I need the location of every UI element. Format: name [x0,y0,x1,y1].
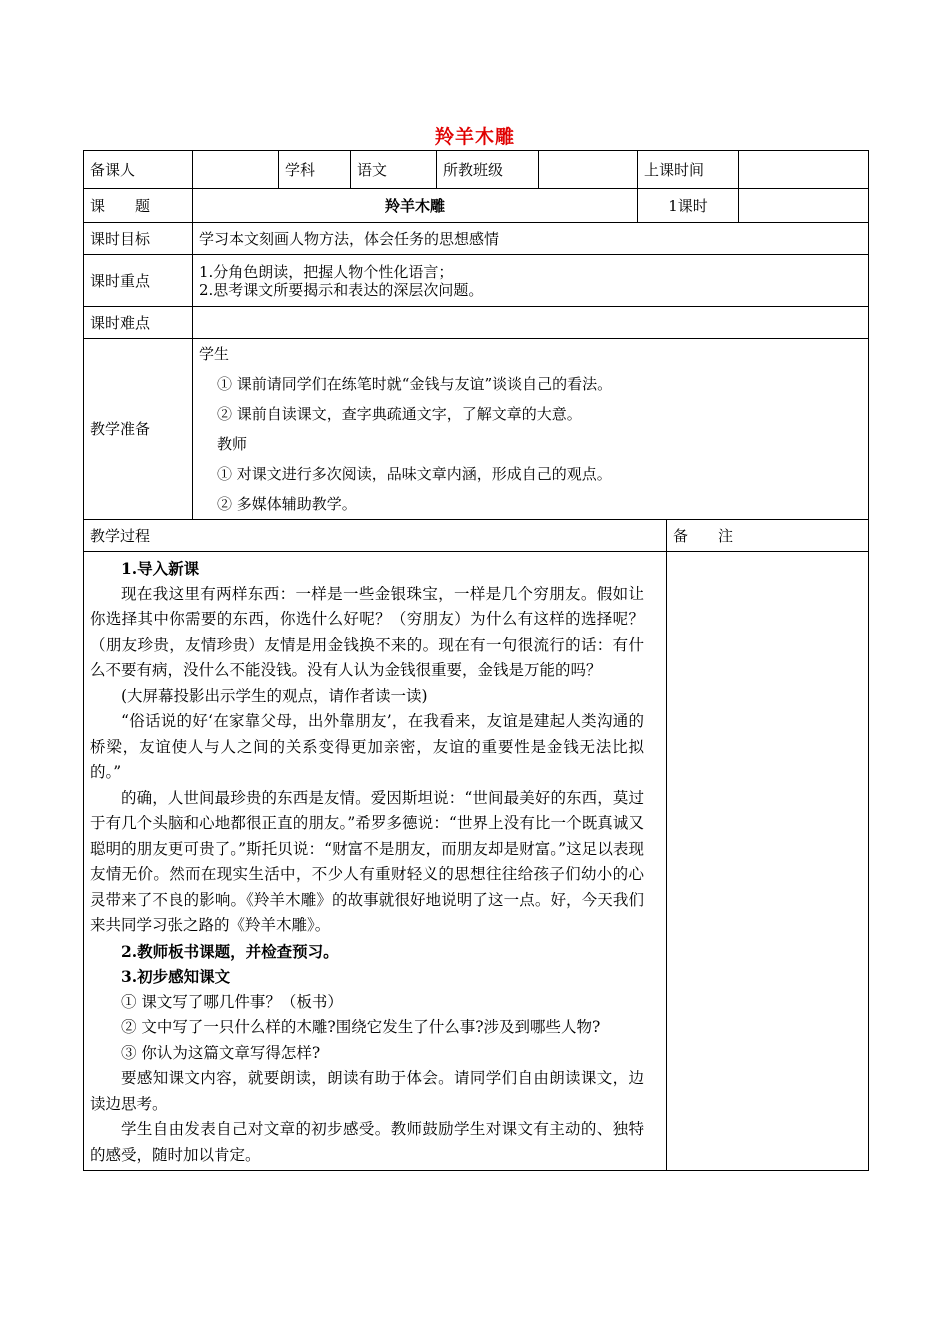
subject-label: 学科 [279,151,351,189]
process-header-row [84,520,869,552]
class-value [539,151,638,189]
process-paragraph: 学生自由发表自己对文章的初步感受。教师鼓励学生对课文有主动的、独特的感受，随时加以肯定。 [90,1120,644,1164]
process-paragraph: 要感知课文内容，就要朗读，朗读有助于体会。请同学们自由朗读课文，边读边思考。 [90,1069,644,1113]
prep-heading-student: 学生 [199,345,230,363]
prep-line: ② 多媒体辅助教学。 [217,495,357,513]
notes-content [667,552,869,1171]
time-label: 上课时间 [638,151,739,189]
lesson-plan-table [83,150,869,1171]
goal-label: 课时目标 [84,223,193,255]
goal-row [84,223,869,255]
focus-row [84,255,869,307]
subject-value: 语文 [351,151,437,189]
difficulty-text [193,307,869,339]
process-paragraph: 现在我这里有两样东西：一样是一些金银珠宝，一样是几个穷朋友。假如让你选择其中你需要的东西，你选什么好呢？（穷朋友）为什么有这样的选择呢？（朋友珍贵，友情珍贵）友情是用金钱换不来的。现在有一句很流行的话：有什么不要有病，没什么不能没钱。没有人认为金钱很重要，金钱是万能的吗？ [90,584,644,679]
focus-items [193,255,869,307]
process-label: 教学过程 [84,520,667,552]
topic-hours: 1课时 [638,189,739,223]
preparer-value [193,151,279,189]
process-question: ① 课文写了哪几件事？（板书） [121,992,343,1011]
prep-line: ② 课前自读课文，查字典疏通文字，了解文章的大意。 [217,405,582,423]
time-value [739,151,869,189]
focus-label: 课时重点 [84,255,193,307]
preparation-content [193,339,869,520]
preparation-row [84,339,869,520]
preparer-label: 备课人 [84,151,193,189]
prep-line: ① 课前请同学们在练笔时就“金钱与友谊”谈谈自己的看法。 [217,375,613,393]
focus-item: 1.分角色朗读，把握人物个性化语言； [199,262,454,281]
header-row [84,151,869,189]
class-label: 所教班级 [437,151,539,189]
topic-row [84,189,869,223]
process-row [84,552,869,1171]
preparation-label: 教学准备 [84,339,193,520]
difficulty-label: 课时难点 [84,307,193,339]
process-paragraph: (大屏幕投影出示学生的观点，请作者读一读) [121,686,428,705]
process-heading: 1.导入新课 [121,559,200,578]
difficulty-row [84,307,869,339]
process-question: ② 文中写了一只什么样的木雕?围绕它发生了什么事?涉及到哪些人物? [121,1018,601,1036]
goal-text: 学习本文刻画人物方法，体会任务的思想感情 [193,223,869,255]
process-question: ③ 你认为这篇文章写得怎样? [121,1043,321,1062]
prep-line: ① 对课文进行多次阅读，品味文章内涵，形成自己的观点。 [217,465,612,483]
notes-label: 备 注 [667,520,869,552]
focus-item: 2.思考课文所要揭示和表达的深层次问题。 [199,280,484,299]
topic-value: 羚羊木雕 [193,189,638,223]
process-content [84,552,667,1171]
topic-label: 课 题 [84,189,193,223]
document-title: 羚羊木雕 [434,126,515,148]
process-paragraph: 的确，人世间最珍贵的东西是友情。爱因斯坦说：“世间最美好的东西，莫过于有几个头脑和心地都很正直的朋友。”希罗多德说：“世界上没有比一个既真诚又聪明的朋友更可贵了。”斯托贝说：“财富不是朋友，而朋友却是财富。”这足以表现友情无价。然而在现实生活中，不少人有重财轻义的思想往往给孩子们幼小的心灵带来了不良的影响。《羚羊木雕》的故事就很好地说明了这一点。好，今天我们来共同学习张之路的《羚羊木雕》。 [90,788,644,934]
prep-heading-teacher: 教师 [217,435,248,453]
topic-blank [739,189,869,223]
process-paragraph: “俗话说的好‘在家靠父母，出外靠朋友’，在我看来，友谊是建起人类沟通的桥梁，友谊使人与人之间的关系变得更加亲密，友谊的重要性是金钱无法比拟的。” [90,712,644,781]
process-heading: 3.初步感知课文 [121,967,231,986]
process-heading: 2.教师板书课题，并检查预习。 [121,941,339,961]
